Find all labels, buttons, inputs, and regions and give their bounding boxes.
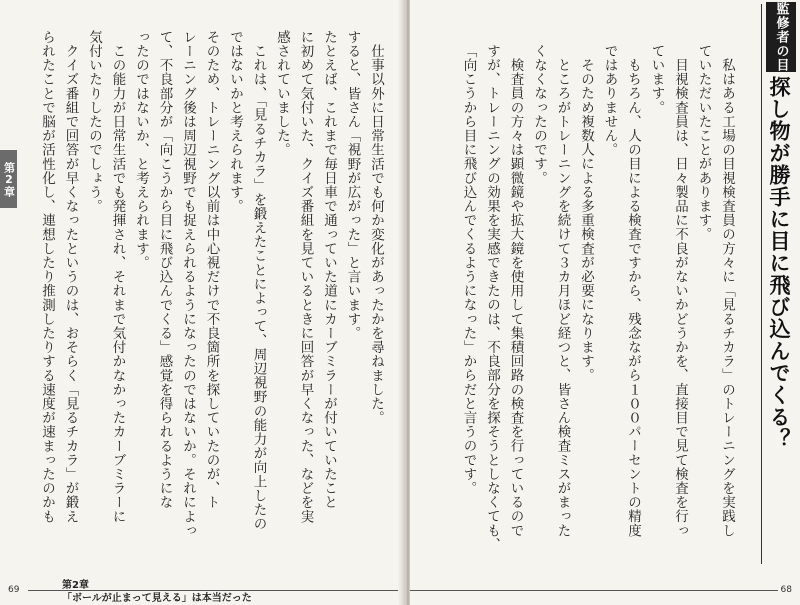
text-line: ではないかと考えられます。 xyxy=(227,30,243,214)
text-line: そのため、トレーニング以前は中心視だけで不良箇所を探していたのが、ト xyxy=(203,30,220,510)
text-line: 目視検査員は、日々製品に不良がないかどうかを、直接目で見て検査を行っ xyxy=(672,44,688,538)
text-line: この能力が日常生活でも発揮され、それまで気付かなかったカーブミラーに xyxy=(109,30,126,524)
text-line: ではありません。 xyxy=(601,44,618,157)
text-line: 「向こうから目に飛び込んでくるようになった」からだと言うのです。 xyxy=(460,44,477,496)
text-line: ています。 xyxy=(648,44,665,115)
heading-rule xyxy=(761,4,762,564)
text-line: すが、トレーニングの効果を実感できたのは、不良部分を探そうとしなくても、 xyxy=(484,44,500,552)
text-line: 検査員の方々は顕微鏡や拡大鏡を使用して集積回路の検査を行っているので xyxy=(507,44,524,538)
text-line: 気付いたりしたのでしょう。 xyxy=(86,30,102,214)
section-heading: 探し物が勝手に目に飛び込んでくる？ xyxy=(767,76,791,450)
text-line: レーニング後は周辺視野でも捉えられるようになったのではないか。それによっ xyxy=(180,30,196,538)
text-line: クイズ番組で回答が早くなったというのは、おそらく「見るチカラ」が鍛え xyxy=(62,30,79,524)
text-line: ったのではないか、と考えられます。 xyxy=(133,30,149,270)
right-page xyxy=(410,0,800,605)
text-line: 感されていました。 xyxy=(274,30,290,157)
left-body-text xyxy=(35,30,388,575)
footer-chapter: 第2章 xyxy=(62,580,89,591)
text-line: に初めて気付いた、クイズ番組を見ているときに回答が早くなった、などを実 xyxy=(297,30,314,524)
text-line: たとえば、これまで毎日車で通っていた道にカーブミラーが付いていたこと xyxy=(321,30,337,510)
page-number: 68 xyxy=(780,585,792,595)
text-line: これは、「見るチカラ」を鍛えたことによって、周辺視野の能力が向上したの xyxy=(250,30,267,531)
footer-rule xyxy=(410,590,778,591)
text-line: 私はある工場の目視検査員の方々に「見るチカラ」のトレーニングを実践し xyxy=(719,44,735,538)
text-line: もちろん、人の目による検査ですから、残念ながら１００パーセントの精度 xyxy=(625,44,641,538)
text-line: すると、皆さん「視野が広がった」と言います。 xyxy=(344,30,361,341)
text-line: そのため複数人による多重検査が必要になります。 xyxy=(578,44,594,383)
text-line: ていただいたことがあります。 xyxy=(695,44,712,242)
page-number: 69 xyxy=(8,585,20,595)
footer-title: 「ボールが止まって見える」は本当だった xyxy=(62,593,252,604)
text-line: 仕事以外に日常生活でも何か変化があったかを尋ねました。 xyxy=(368,30,384,425)
right-body-text xyxy=(456,44,738,584)
text-line: て、不良部分が「向こうから目に飛び込んでくる」感覚を得られるようにな xyxy=(156,30,173,510)
section-label: 監修者の目 xyxy=(766,2,796,72)
text-line: られたことで脳が活性化し、連想したり推測したりする速度が速まったのかも xyxy=(39,30,55,524)
text-line: くなくなったのです。 xyxy=(531,44,547,185)
text-line: ところがトレーニングを続けて３カ月ほど経つと、皆さん検査ミスがまった xyxy=(554,44,571,538)
chapter-tab: 第2章 xyxy=(0,150,17,208)
